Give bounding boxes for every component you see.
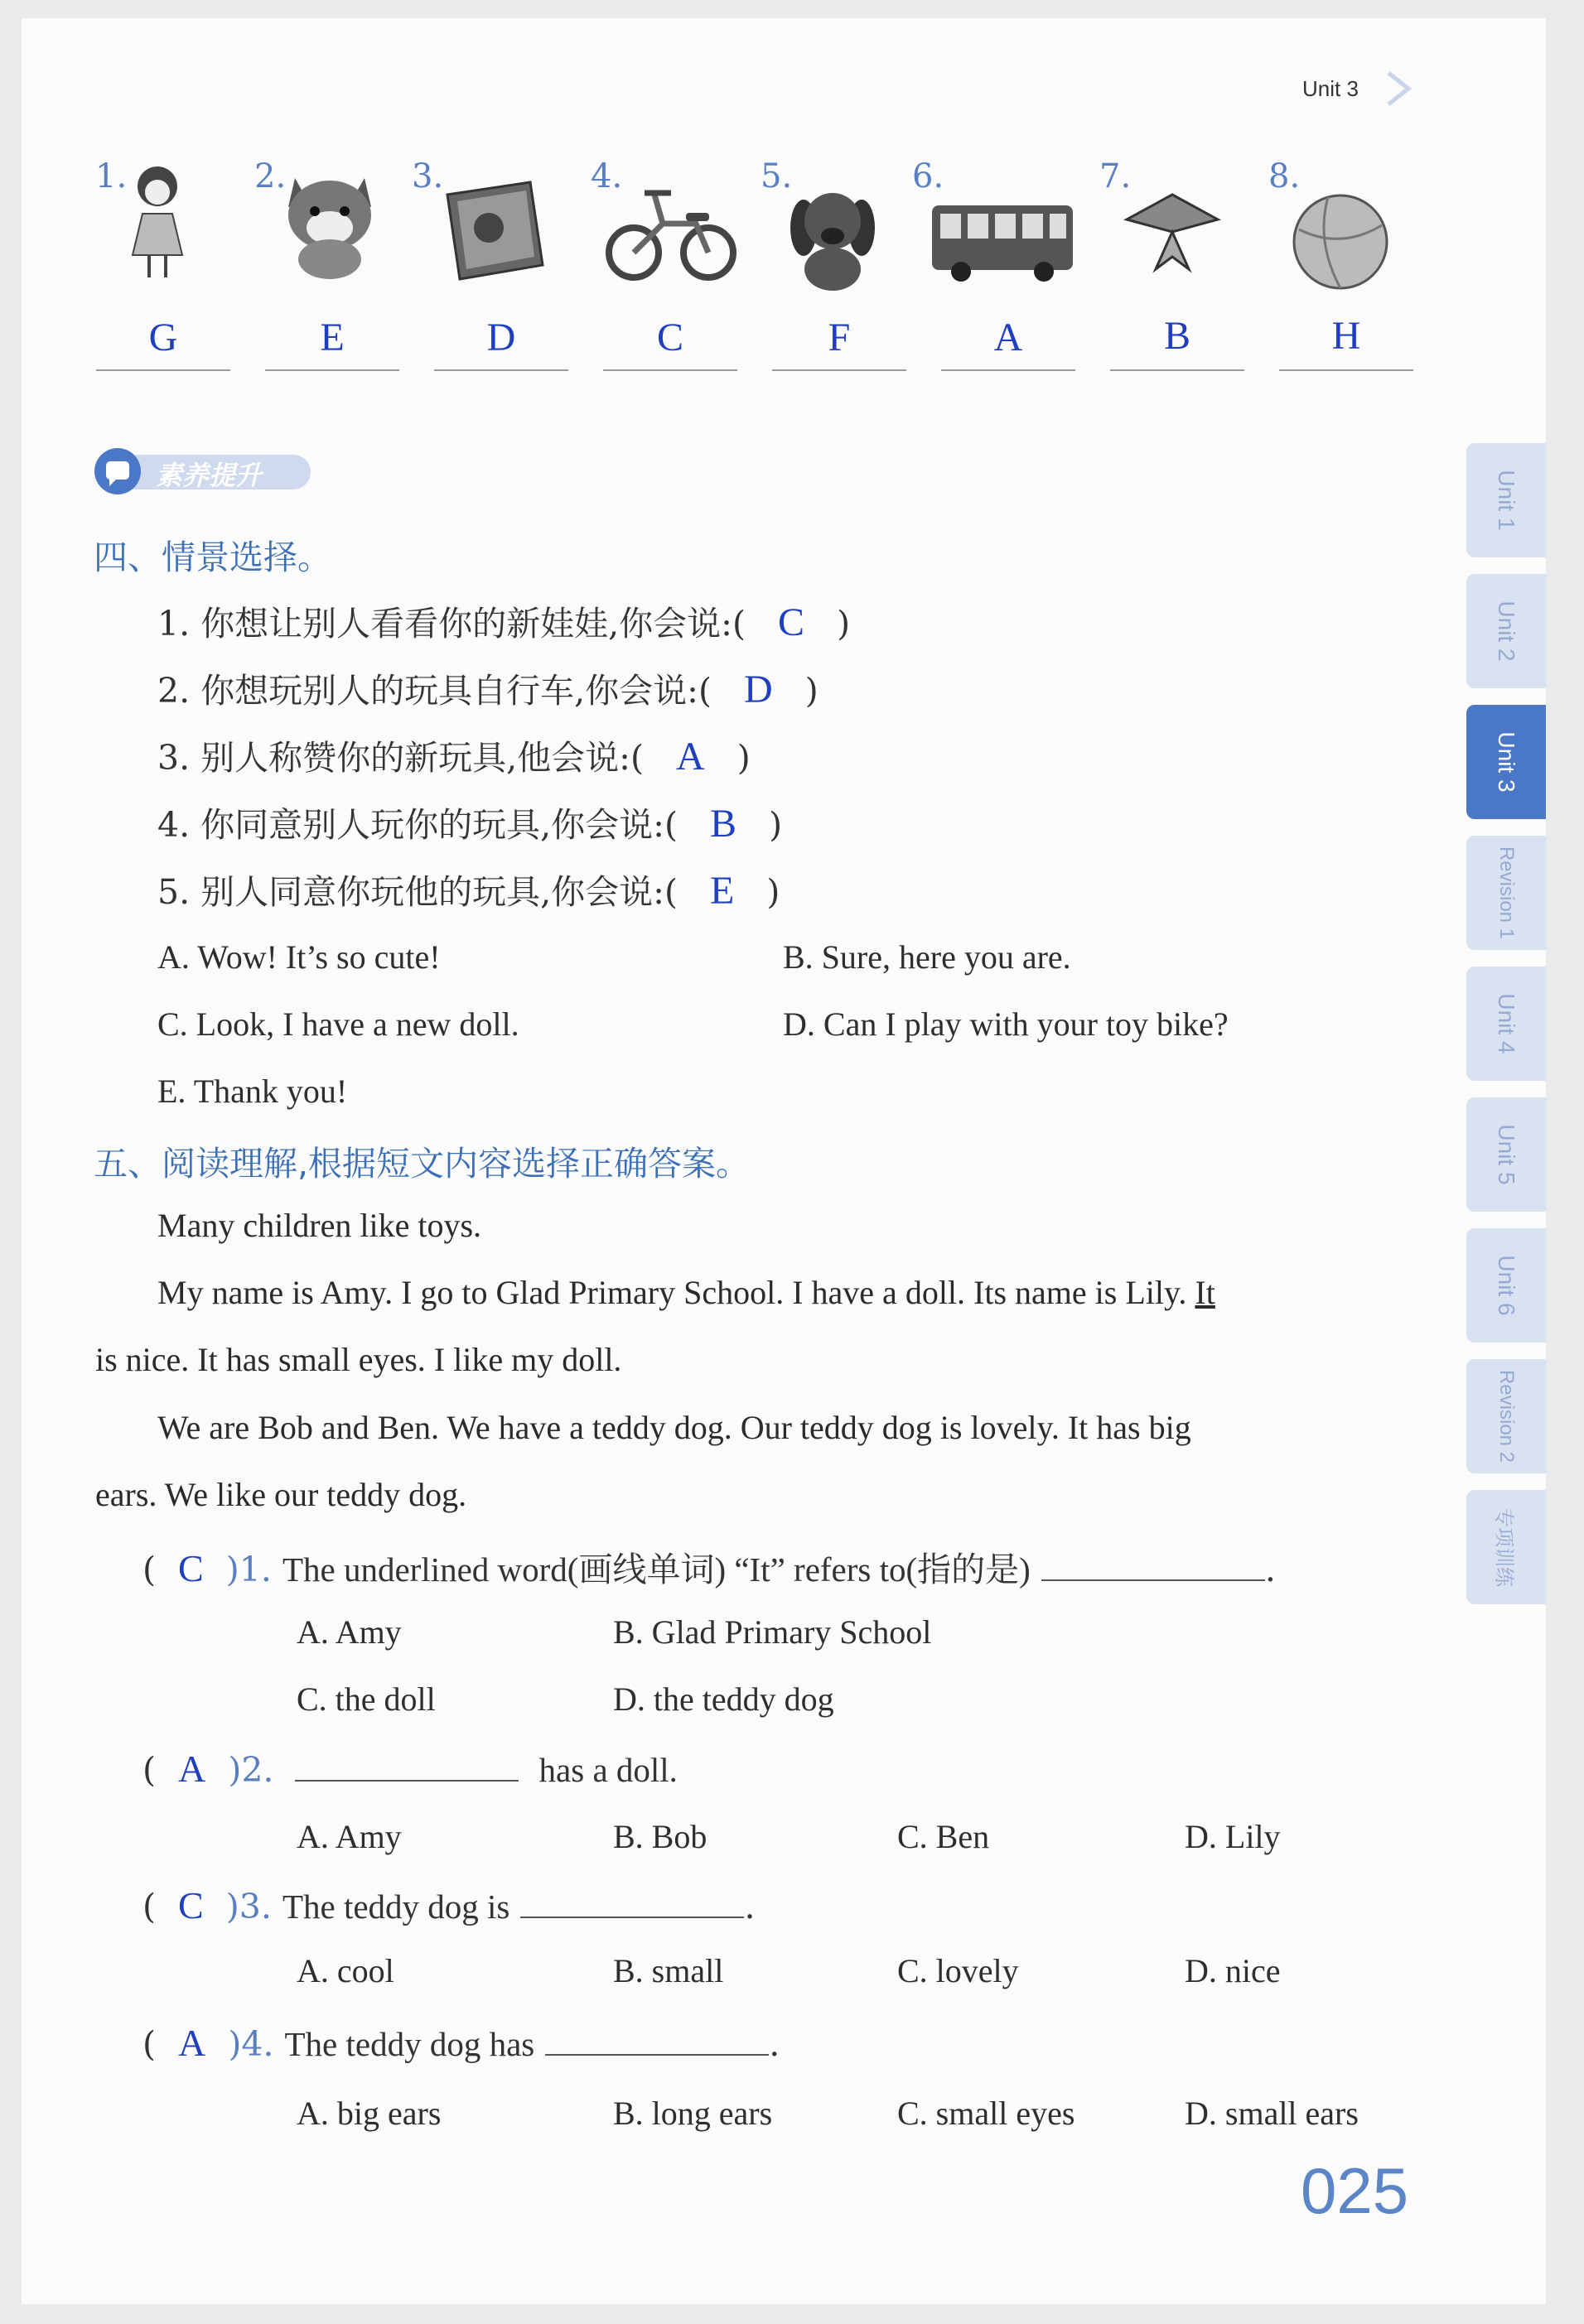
question-end: .	[744, 1887, 756, 1926]
answer-line	[1110, 369, 1244, 371]
option: C. small eyes	[897, 2095, 1075, 2132]
match-answer: G	[148, 316, 178, 359]
section5-title: 五、阅读理解,根据短文内容选择正确答案。	[94, 1144, 751, 1184]
question-text: 1. 你想让别人看看你的新娃娃,你会说:(	[157, 604, 746, 644]
question-number: )2.	[228, 1750, 274, 1790]
item-number: 1.	[95, 157, 128, 195]
match-answer: C	[656, 316, 683, 359]
answer-blank	[1041, 1579, 1265, 1581]
ball-icon	[1291, 192, 1390, 292]
question-text: 2. 你想玩别人的玩具自行车,你会说:(	[157, 671, 712, 711]
situation-question-4	[157, 798, 782, 846]
tab-label: Unit 1	[1494, 470, 1519, 531]
question-close: )	[769, 805, 783, 845]
handwritten-answer: C	[178, 1884, 204, 1926]
situation-question-1	[157, 596, 850, 645]
situation-question-3	[157, 730, 751, 779]
tab-label: Unit 6	[1494, 1255, 1519, 1316]
question-text: 5. 别人同意你玩他的玩具,你会说:(	[157, 872, 678, 912]
teddy-dog-icon	[787, 178, 878, 294]
question-number: )4.	[228, 2024, 274, 2064]
option: C. Ben	[897, 1818, 990, 1855]
item-number: 4.	[591, 157, 623, 195]
option: A. Amy	[297, 1613, 402, 1651]
situation-question-5	[157, 865, 780, 914]
match-answer: E	[320, 316, 345, 359]
option: D. the teddy dog	[613, 1680, 834, 1718]
tab-label: Unit 5	[1494, 1124, 1519, 1185]
reading-question-4	[142, 2021, 780, 2065]
question-text: 4. 你同意别人玩你的玩具,你会说:(	[157, 805, 678, 845]
handwritten-answer: D	[744, 668, 773, 711]
underlined-word: It	[1195, 1274, 1215, 1311]
picture-book-icon	[439, 178, 547, 286]
tab-unit-2[interactable]	[1466, 574, 1546, 688]
tab-unit-4[interactable]	[1466, 967, 1546, 1081]
handwritten-answer: A	[676, 735, 705, 779]
question-end: .	[769, 2024, 780, 2064]
open-paren: (	[142, 1750, 156, 1790]
question-text: has a doll.	[538, 1751, 678, 1789]
option: B. small	[613, 1952, 724, 1989]
item-number: 2.	[254, 157, 287, 195]
open-paren: (	[142, 1550, 156, 1589]
question-number: )3.	[225, 1887, 272, 1926]
option: B. Bob	[613, 1818, 707, 1855]
answer-blank	[295, 1780, 519, 1782]
match-answer: B	[1163, 314, 1190, 358]
toy-cat-icon	[280, 162, 379, 286]
match-answer: H	[1331, 314, 1361, 358]
option: D. nice	[1185, 1952, 1281, 1989]
tab-revision-1[interactable]	[1466, 836, 1546, 950]
match-answer: F	[828, 316, 851, 359]
tab-label: Unit 4	[1494, 993, 1519, 1054]
question-close: )	[837, 604, 851, 644]
tab-unit-3[interactable]	[1466, 705, 1546, 819]
reading-question-1	[142, 1542, 1276, 1591]
question-close: )	[736, 738, 751, 778]
answer-blank	[520, 1917, 744, 1918]
question-text: The teddy dog has	[284, 2025, 535, 2063]
chevron-right-icon	[1382, 68, 1415, 109]
passage-line: ears. We like our teddy dog.	[95, 1476, 467, 1513]
answer-line	[96, 369, 230, 371]
option: D. small ears	[1185, 2095, 1359, 2132]
option-c: C. Look, I have a new doll.	[157, 1005, 519, 1043]
option-d: D. Can I play with your toy bike?	[783, 1005, 1229, 1043]
question-text: The teddy dog is	[282, 1888, 510, 1926]
passage-line: We are Bob and Ben. We have a teddy dog. Our teddy dog is lovely. It has big	[157, 1409, 1191, 1446]
tab-unit-5[interactable]	[1466, 1097, 1546, 1212]
section4-title: 四、情景选择。	[94, 538, 331, 577]
question-close: )	[766, 872, 780, 912]
reading-question-3	[142, 1883, 755, 1927]
question-number: )1.	[225, 1550, 272, 1589]
question-text: The underlined word(画线单词) “It” refers to(指的是)	[282, 1550, 1031, 1589]
tab-revision-2[interactable]	[1466, 1359, 1546, 1473]
bus-icon	[928, 199, 1077, 286]
toy-bike-icon	[605, 178, 737, 286]
girl-doll-icon	[124, 157, 191, 286]
answer-blank	[545, 2054, 769, 2056]
tab-label: Revision 2	[1495, 1369, 1518, 1463]
tab-label: Unit 2	[1494, 600, 1519, 662]
question-close: )	[804, 671, 819, 711]
question-end: .	[1264, 1550, 1276, 1589]
tab-label: 专项训练	[1492, 1507, 1516, 1587]
handwritten-answer: A	[178, 1748, 206, 1790]
open-paren: (	[142, 2024, 156, 2064]
open-paren: (	[142, 1887, 156, 1926]
situation-question-2	[157, 663, 819, 712]
option: A. cool	[297, 1952, 394, 1989]
option: B. long ears	[613, 2095, 773, 2132]
item-number: 5.	[761, 157, 793, 195]
passage-line: Many children like toys.	[157, 1207, 482, 1244]
passage-line	[157, 1273, 1215, 1312]
item-number: 8.	[1268, 157, 1301, 195]
section-badge	[91, 445, 315, 498]
section-badge-label: 素养提升	[156, 460, 263, 491]
answer-line	[265, 369, 399, 371]
passage-text: My name is Amy. I go to Glad Primary School. I have a doll. Its name is Lily.	[157, 1274, 1195, 1311]
answer-line	[941, 369, 1075, 371]
option: C. lovely	[897, 1952, 1019, 1989]
option: C. the doll	[297, 1680, 436, 1718]
answer-line	[434, 369, 568, 371]
option-a: A. Wow! It’s so cute!	[157, 938, 441, 976]
tab-unit-1[interactable]	[1466, 443, 1546, 557]
page-number: 025	[1301, 2154, 1409, 2227]
item-number: 6.	[912, 157, 944, 195]
answer-line	[1279, 369, 1413, 371]
handwritten-answer: E	[710, 869, 735, 913]
tab-unit-6[interactable]	[1466, 1228, 1546, 1343]
match-answer: D	[486, 316, 516, 359]
tab-label: Revision 1	[1495, 846, 1518, 940]
answer-line	[603, 369, 737, 371]
tab-special-training[interactable]	[1466, 1490, 1546, 1604]
passage-line: is nice. It has small eyes. I like my doll.	[95, 1341, 622, 1378]
tab-label: Unit 3	[1494, 731, 1519, 793]
unit-header: Unit 3	[1302, 76, 1359, 101]
handwritten-answer: C	[178, 1547, 204, 1589]
handwritten-answer: A	[178, 2022, 206, 2064]
option-b: B. Sure, here you are.	[783, 938, 1071, 976]
option-e: E. Thank you!	[157, 1073, 348, 1110]
reading-question-2	[142, 1747, 678, 1791]
option: D. Lily	[1185, 1818, 1281, 1855]
option: B. Glad Primary School	[613, 1613, 932, 1651]
match-answer: A	[993, 316, 1023, 359]
option: A. Amy	[297, 1818, 402, 1855]
handwritten-answer: B	[710, 802, 737, 846]
handwritten-answer: C	[778, 600, 805, 644]
item-number: 7.	[1099, 157, 1132, 195]
item-number: 3.	[412, 157, 444, 195]
kite-icon	[1118, 186, 1226, 277]
answer-line	[772, 369, 906, 371]
question-text: 3. 别人称赞你的新玩具,他会说:(	[157, 738, 644, 778]
option: A. big ears	[297, 2095, 442, 2132]
